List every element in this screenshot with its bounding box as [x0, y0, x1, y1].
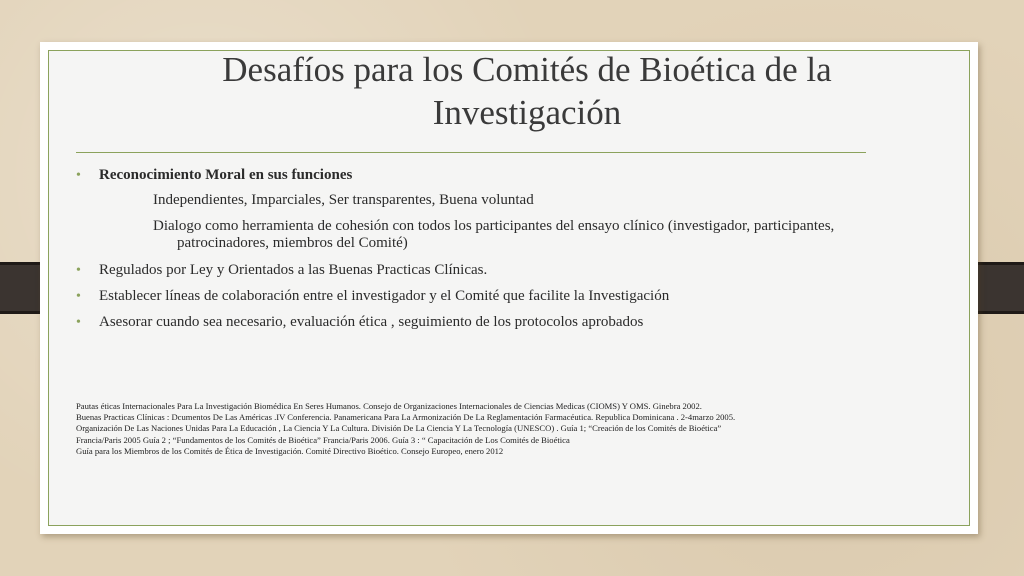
bullet-text: Asesorar cuando sea necesario, evaluación ética , seguimiento de los protocolos aprobados	[99, 314, 644, 330]
reference-line: Buenas Practicas Clínicas : Dcumentos De Las Américas .IV Conferencia. Panamericana Para La Armonización De La Reglamentación Farmacéutica. Republica Dominicana . 2-4marzo 2005.	[76, 412, 736, 423]
reference-line: Pautas éticas Internacionales Para La Investigación Biomédica En Seres Humanos. Consejo de Organizaciones Internacionales de Ciencias Medicas (CIOMS) Y OMS. Ginebra 2002.	[76, 401, 702, 411]
title-line-2: Investigación	[432, 93, 622, 132]
bullet-icon: •	[76, 315, 81, 330]
bullet-text: Reconocimiento Moral en sus funciones	[99, 167, 353, 183]
bullet-icon: •	[76, 263, 81, 278]
title-line-1: Desafíos para los Comités de Bioética de la	[222, 50, 832, 89]
sub-item	[73, 191, 873, 210]
reference-line: Francia/Paris 2005 Guía 2 ; “Fundamentos de los Comités de Bioética” Francia/Paris 2006. Guía 3 : “ Capacitación de Los Comités de Bioética	[76, 434, 570, 445]
bullet-icon: •	[76, 168, 81, 183]
sub-item-continuation	[73, 234, 873, 253]
bullet-icon: •	[76, 289, 81, 304]
reference-line: Guía para los Miembros de los Comités de Ética de Investigación. Comité Directivo Bioético. Consejo Europeo, enero 2012	[76, 445, 504, 456]
slide-title	[60, 48, 994, 134]
list-item	[73, 313, 873, 332]
reference-line: Organización De Las Naciones Unidas Para La Educación , La Ciencia Y La Cultura. División De La Ciencia Y La Tecnología (UNESCO) . Guía 1; “Creación de los Comités de Bioética”	[76, 423, 722, 434]
bullet-list	[73, 166, 873, 332]
sub-item-text: Dialogo como herramienta de cohesión con todos los participantes del ensayo clínico (investigador, participantes,	[153, 218, 835, 234]
sub-item-text: patrocinadores, miembros del Comité)	[177, 235, 408, 251]
title-divider	[76, 152, 866, 153]
list-item	[73, 166, 873, 185]
list-item	[73, 261, 873, 280]
bullet-text: Establecer líneas de colaboración entre el investigador y el Comité que facilite la Investigación	[99, 288, 670, 304]
list-item	[73, 287, 873, 306]
bullet-text: Regulados por Ley y Orientados a las Buenas Practicas Clínicas.	[99, 262, 488, 278]
sub-item-text: Independientes, Imparciales, Ser transparentes, Buena voluntad	[153, 192, 534, 208]
references	[76, 401, 896, 457]
